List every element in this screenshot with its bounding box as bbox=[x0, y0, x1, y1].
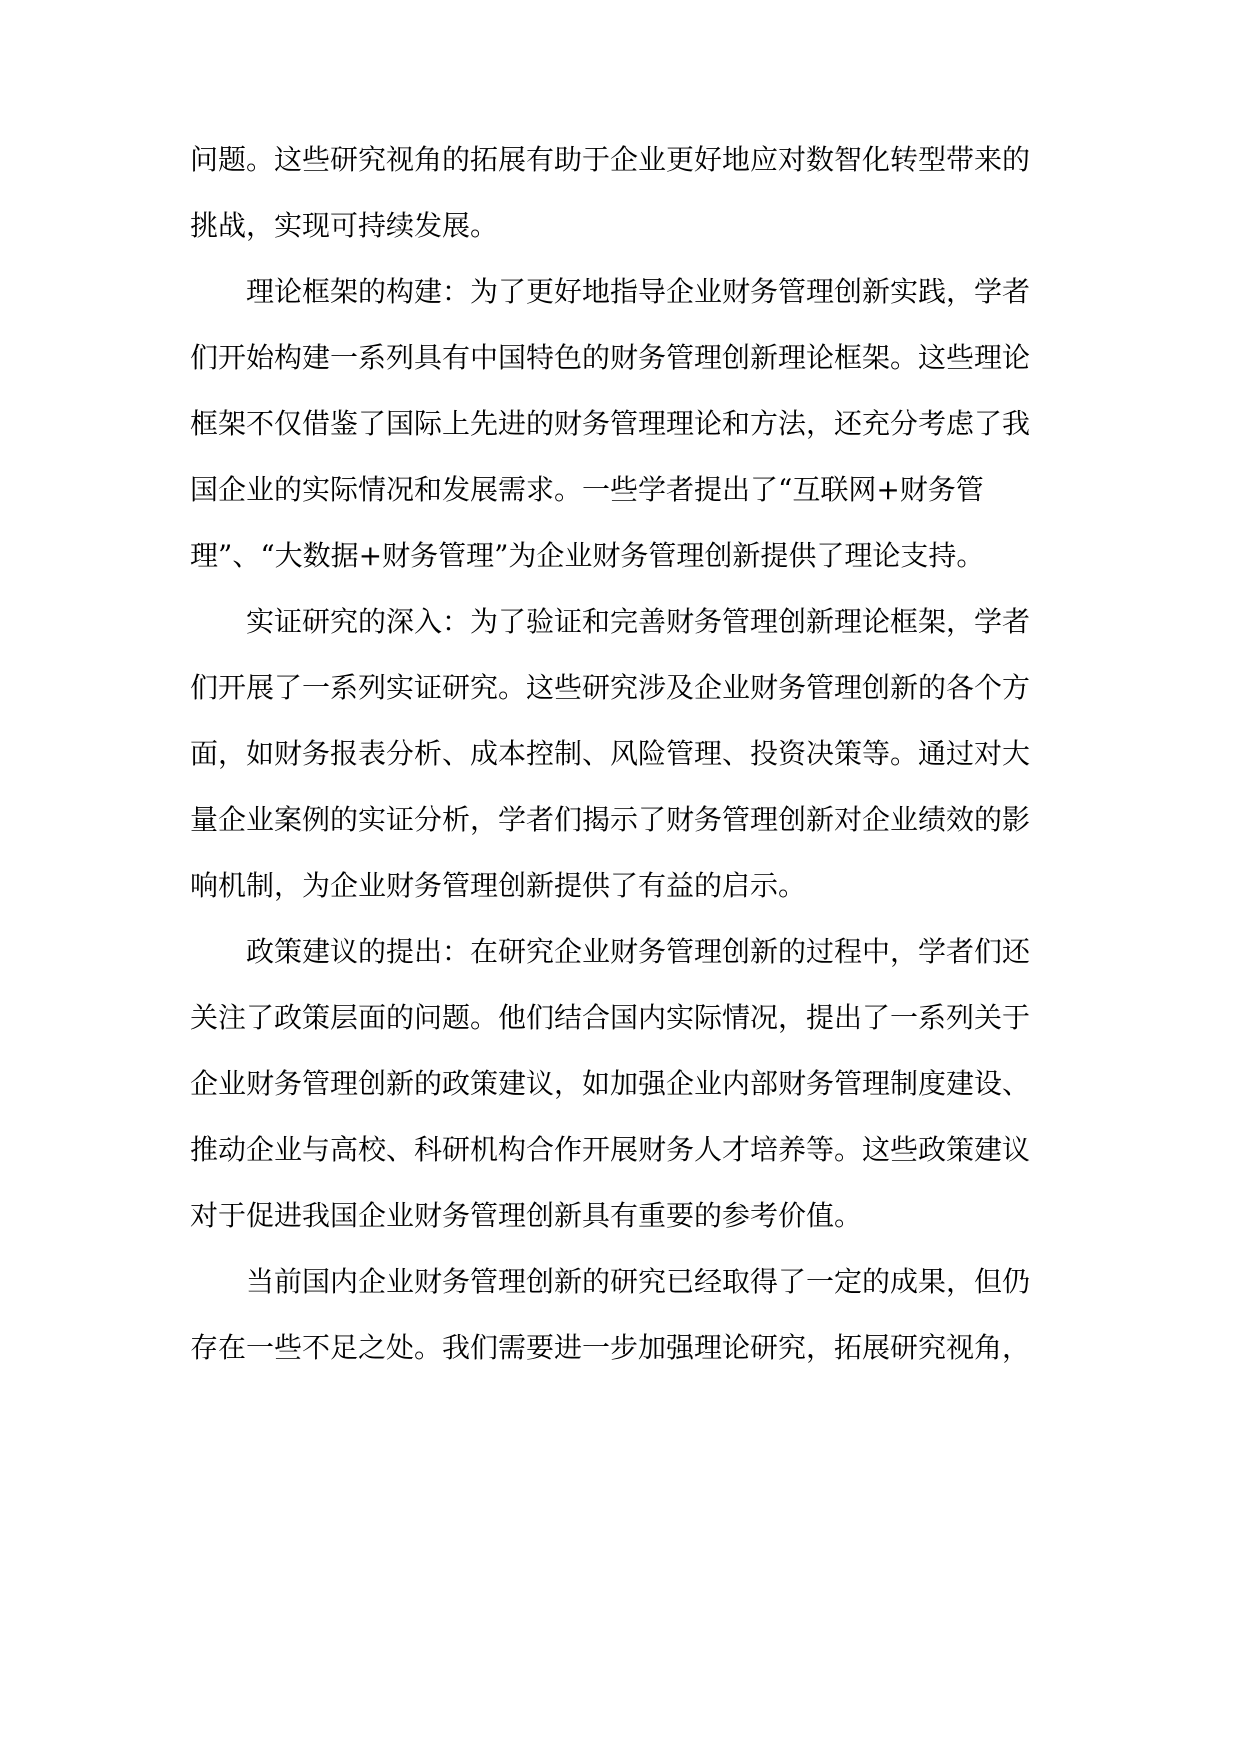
text-line: 量企业案例的实证分析，学者们揭示了财务管理创新对企业绩效的影 bbox=[190, 803, 1031, 836]
text-line: 们开展了一系列实证研究。这些研究涉及企业财务管理创新的各个方 bbox=[190, 671, 1031, 704]
paragraph-first-line: 理论框架的构建：为了更好地指导企业财务管理创新实践，学者 bbox=[246, 275, 1031, 308]
paragraph-first-line: 实证研究的深入：为了验证和完善财务管理创新理论框架，学者 bbox=[246, 605, 1031, 638]
text-line: 存在一些不足之处。我们需要进一步加强理论研究，拓展研究视角， bbox=[190, 1331, 1031, 1364]
text-line: 企业财务管理创新的政策建议，如加强企业内部财务管理制度建设、 bbox=[190, 1067, 1031, 1100]
paragraph-first-line: 当前国内企业财务管理创新的研究已经取得了一定的成果，但仍 bbox=[246, 1265, 1031, 1298]
paragraph-first-line: 政策建议的提出：在研究企业财务管理创新的过程中，学者们还 bbox=[246, 935, 1031, 968]
text-line: 挑战，实现可持续发展。 bbox=[190, 209, 499, 242]
text-line: 理”、“大数据+财务管理”为企业财务管理创新提供了理论支持。 bbox=[190, 539, 985, 572]
text-line: 问题。这些研究视角的拓展有助于企业更好地应对数智化转型带来的 bbox=[190, 143, 1031, 176]
text-line: 国企业的实际情况和发展需求。一些学者提出了“互联网+财务管 bbox=[190, 473, 984, 506]
text-line: 们开始构建一系列具有中国特色的财务管理创新理论框架。这些理论 bbox=[190, 341, 1031, 374]
text-line: 关注了政策层面的问题。他们结合国内实际情况，提出了一系列关于 bbox=[190, 1001, 1031, 1034]
text-line: 框架不仅借鉴了国际上先进的财务管理理论和方法，还充分考虑了我 bbox=[190, 407, 1031, 440]
text-line: 响机制，为企业财务管理创新提供了有益的启示。 bbox=[190, 869, 807, 902]
text-line: 对于促进我国企业财务管理创新具有重要的参考价值。 bbox=[190, 1199, 863, 1232]
text-line: 面，如财务报表分析、成本控制、风险管理、投资决策等。通过对大 bbox=[190, 737, 1031, 770]
text-line: 推动企业与高校、科研机构合作开展财务人才培养等。这些政策建议 bbox=[190, 1133, 1031, 1166]
